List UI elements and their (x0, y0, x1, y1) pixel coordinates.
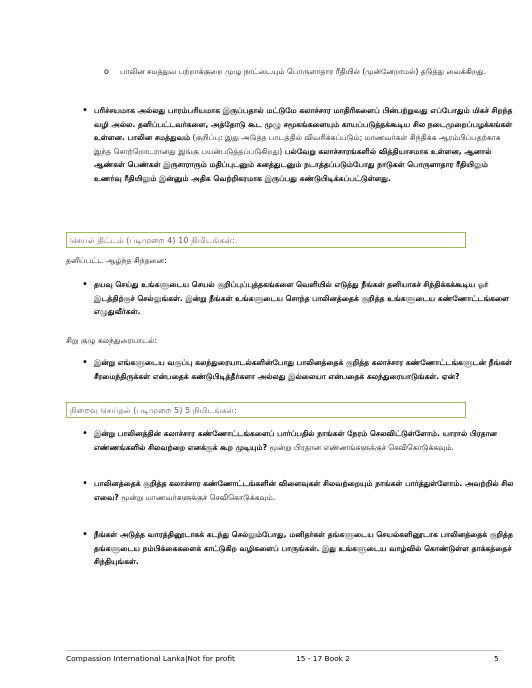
bullet-dot: • (82, 279, 88, 290)
sub-bullet (104, 65, 490, 79)
bullet-dot: • (82, 428, 88, 439)
bullet-text-bold: இன்று எங்களுடைய வகுப்பு கலந்துரையாடல்களின்போது பாலினத்தைக் குறித்த கலாச்சார கண்ணோட்டங்களுடன் நீங்கள் சீரமைந்திருக்கள் என்பதைக் கண்டுபிடித்தீர்களா அல்லது இல்லையா என்பதைக் கலந்துரையாடுங்கள். ஏன்? (94, 358, 513, 381)
bullet-consequences (82, 477, 514, 504)
footer-book: 15 - 17 Book 2 (296, 654, 350, 663)
footer-divider (66, 650, 502, 651)
bullet-next-week (82, 528, 514, 569)
label-personal-reflection: தனிப்பட்ட ஆழ்ந்த சிந்தனை: (66, 256, 167, 265)
bullet-text-instruction: மூன்று பிரதான எண்ணங்களுக்குச் செவிகொடுக்கவும். (267, 442, 455, 452)
bullet-notebook (82, 278, 514, 319)
bullet-text-bold: பாலினத்தைக் குறித்த கலாச்சார கண்ணோட்டங்களின் விளைவுகள் சிலவற்றையும் நாங்கள் பார்த்துள்ளோம். அவற்றில் சில எவை? (94, 479, 514, 502)
bullet-text-instruction: மூன்று மாணவர்களுக்குச் செவிகொடுக்கவும். (118, 492, 276, 502)
bullet-dot: • (82, 357, 88, 368)
bullet-text-bold: பரிச்சயமாக அல்லது பாரம்பரியமாக இருப்பதால் மட்டுமே கலாச்சார மாதிரிகளைப் பின்பற்றுவது எப்போதும் மிகச் சிறந்த வழி அல்ல. தனிப்பட்டவர்களை, அத்தோடு கூட முழு சமூகங்களையும் காயப்படுத்தக்கூடிய சில நடைமுறைப்பழக்கங்கள் உள்ளன. பாலின சமத்துவம் (94, 106, 513, 143)
footer-organization: Compassion International Lanka|Not for profit (66, 654, 235, 663)
bullet-dot: • (82, 478, 88, 489)
bullet-cultural-models (82, 104, 514, 186)
bullet-text-bold: நீங்கள் அடுத்த வாரத்தினூடாகக் கடந்து செல்லும்போது, மனிதர்கள் தங்களுடைய செயல்களினூடாக பாலினத்தைக் குறித்த தங்களுடைய நம்பிக்கைகளைக் காட்டுகிற வழிகளைப் பாருங்கள். இது உங்களுடைய வாழ்வில் கொண்டுள்ள தாக்கத்தைச் சிந்தியுங்கள். (94, 530, 513, 567)
footer-page-number: 5 (494, 654, 499, 663)
bullet-discussion (82, 356, 514, 383)
bullet-text-bold: இன்று பாலினத்தின் கலாச்சார கண்ணோட்டங்களைப் பார்ப்பதில் நாங்கள் நேரம் செலவிட்டுள்ளோம். யாரால் பிரதான எண்ணங்களில் சிலவற்றை எனக்குக் கூற முடியும்? (94, 429, 498, 452)
bullet-main-ideas (82, 427, 514, 454)
bullet-text-note: (குறிப்பு: இது அடுத்த பாடத்தில் விவரிக்கப்படும்; மாணவர்கள் சிந்திக்க ஆரம்பிப்பதற்காக இந்த சொற்றொடரானது இங்கு பயன்படுத்தப்படுகிறது) (94, 133, 501, 156)
sub-bullet-marker: o (104, 67, 109, 76)
bullet-dot: • (82, 529, 88, 540)
bullet-text-bold: தயவு செய்து உங்களுடைய செயல் குறிப்புப்புத்தகங்களை வெளியில் எடுத்து நீங்கள் தனியாகச் சிந்திக்கக்கூடிய ஓர் இடத்திற்குச் செல்லுங்கள். இன்று நீங்கள் உங்களுடைய சொந்த பாலினத்தைக் குறித்த உங்களுடைய கண்ணோட்டங்களை எழுதுவீர்கள். (94, 280, 510, 317)
section-heading-closing: நிறைவு செய்தல் (படிமுறை 5) 5 நிமிடங்கள்: (66, 402, 466, 418)
bullet-text-bold: பல்வேறு கலாச்சாரங்களில் வித்தியாசமாக உள்ளன, ஆனால் ஆண்கள் பெண்கள் இருசாராரும் மதிப்புடனும் கனத்துடனும் நடாத்தப்படும்போது நாடுகள் பொருளாதார ரீதியிலும் உணர்வு ரீதியிலும் இன்னும் அதிக வெற்றிகரமாக இருப்பது கண்டுபிடிக்கப்பட்டுள்ளது. (94, 146, 492, 183)
label-small-group: சிறு குழு கலந்துரையாடல்: (66, 336, 158, 345)
sub-bullet-text: பாலின சமத்துவ பற்றாக்குறை முழு நாட்டையும் பொருளாதார ரீதியில் (முன்னேறாமல்) தடுத்து வைக்கிறது. (120, 67, 487, 76)
section-heading-action-plan: செயல் திட்டம் (படிமுறை 4) 10 நிமிடங்கள்: (66, 232, 466, 248)
bullet-dot: • (82, 105, 88, 116)
